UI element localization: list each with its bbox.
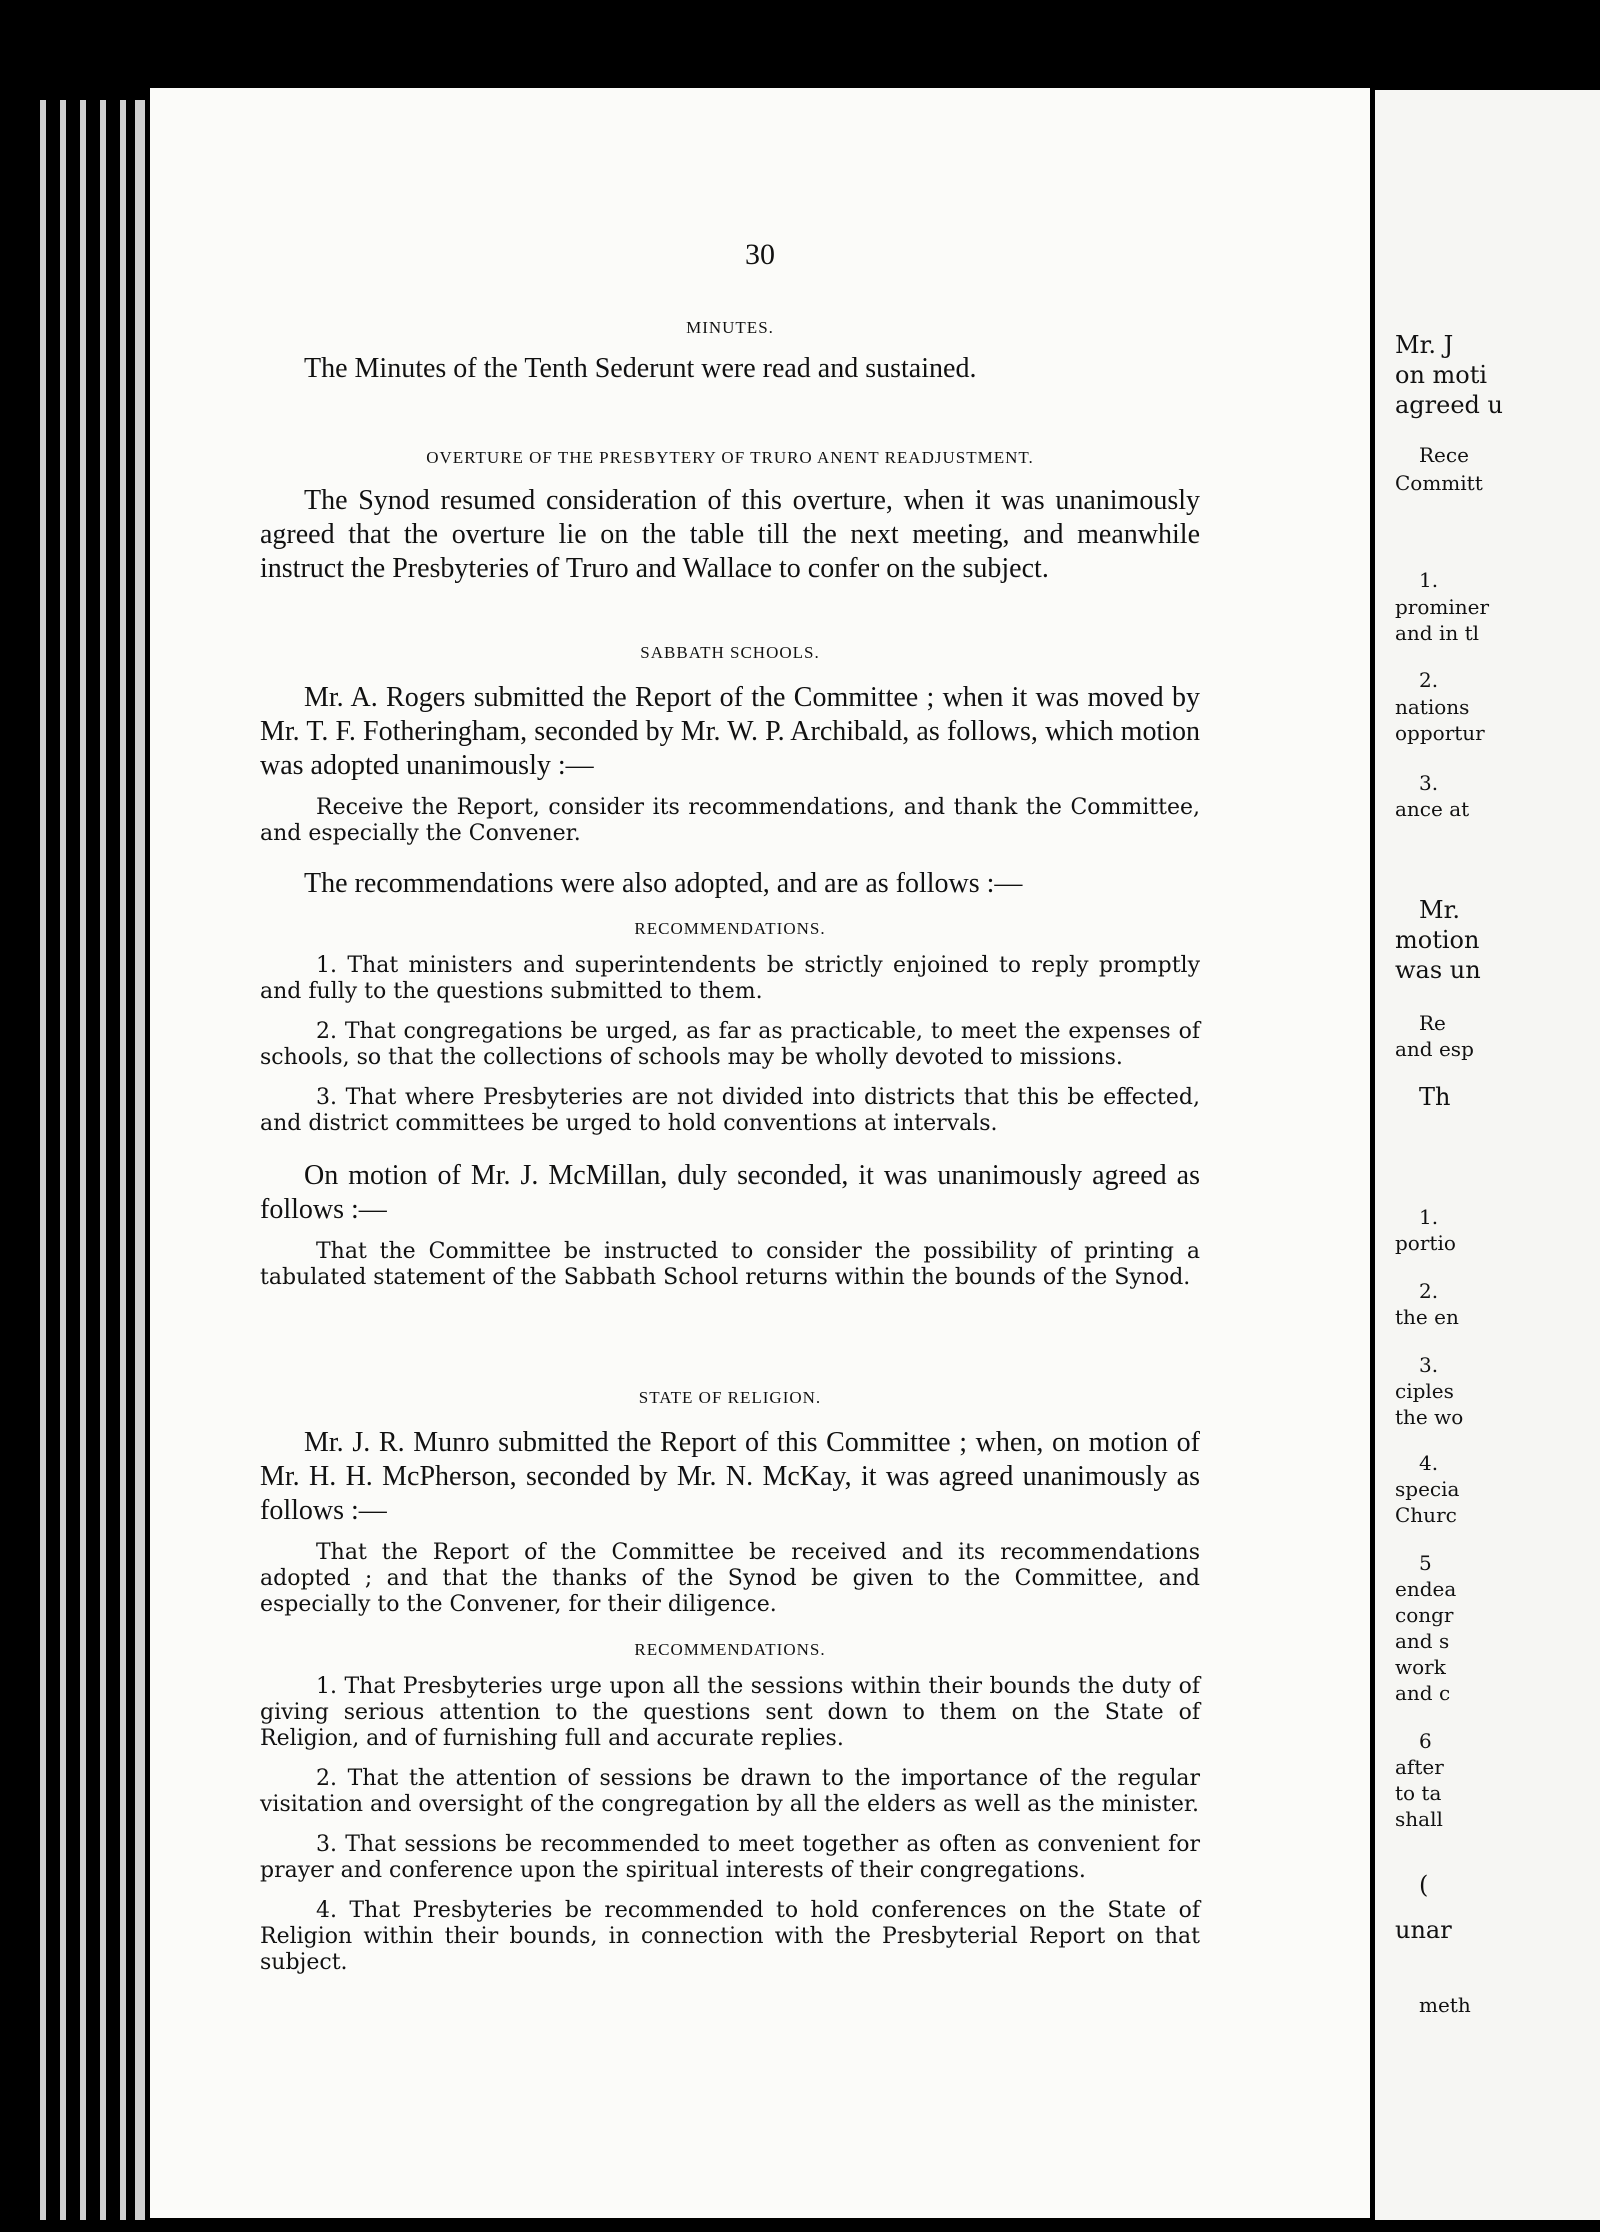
overture-text: The Synod resumed consideration of this overture, when it was unanimously agreed that the overture lie on the table till the next meeting, and meanwhile instruct the Presbyteries of Truro and Wallace to confer on the subject. xyxy=(260,485,1200,584)
right-page-text: 3. xyxy=(1419,771,1439,795)
right-page-text: agreed u xyxy=(1395,391,1503,419)
minutes-text: The Minutes of the Tenth Sederunt were read and sustained. xyxy=(304,353,977,384)
sabbath-recommendation: 2. That congregations be urged, as far as practicable, to meet the expenses of schools, so that the collections of schools may be wholly devoted to missions. xyxy=(260,1019,1200,1070)
right-page-text: unar xyxy=(1395,1916,1452,1944)
right-page-text: motion xyxy=(1395,926,1480,954)
page-edge xyxy=(60,100,66,2220)
page-edge xyxy=(40,100,46,2220)
state-of-religion-rec-heading: RECOMMENDATIONS. xyxy=(634,1640,826,1659)
right-page-text: 1. xyxy=(1419,568,1439,592)
right-page-text: specia xyxy=(1395,1477,1460,1501)
page-edge xyxy=(135,100,145,2220)
page-edge xyxy=(100,100,106,2220)
sabbath-schools-adopted: The recommendations were also adopted, and are as follows :— xyxy=(304,868,1023,899)
right-page-text: ciples xyxy=(1395,1379,1454,1403)
right-page-text: shall xyxy=(1395,1807,1443,1831)
right-page-text: opportur xyxy=(1395,721,1485,745)
right-page-text: endea xyxy=(1395,1577,1457,1601)
right-page-text: congr xyxy=(1395,1603,1454,1627)
right-page-text: the en xyxy=(1395,1305,1459,1329)
right-page-text: 5 xyxy=(1419,1551,1432,1575)
right-page-text: portio xyxy=(1395,1231,1456,1255)
mcmillan-motion-intro: On motion of Mr. J. McMillan, duly seconded, it was unanimously agreed as follows :— xyxy=(260,1160,1200,1225)
right-page-text: 2. xyxy=(1419,1279,1439,1303)
minutes-section xyxy=(260,318,1200,386)
mcmillan-motion: That the Committee be instructed to consider the possibility of printing a tabulated statement of the Sabbath School returns within the bounds of the Synod. xyxy=(260,1239,1200,1290)
right-page-text: Th xyxy=(1419,1083,1451,1111)
right-page-text: and in tl xyxy=(1395,621,1480,645)
overture-section xyxy=(260,448,1200,586)
page-number: 30 xyxy=(745,238,775,271)
right-page-text: and esp xyxy=(1395,1037,1474,1061)
book-binding xyxy=(0,0,150,2232)
sabbath-recommendation: 1. That ministers and superintendents be strictly enjoined to reply promptly and fully to the questions submitted to them. xyxy=(260,953,1200,1004)
state-of-religion-section xyxy=(260,1388,1200,1976)
right-page-text: meth xyxy=(1419,1993,1471,2017)
religion-recommendation: 3. That sessions be recommended to meet together as often as convenient for prayer and conference upon the spiritual interests of their congregations. xyxy=(260,1832,1200,1883)
sabbath-schools-rec-heading: RECOMMENDATIONS. xyxy=(634,919,826,938)
right-page-text: to ta xyxy=(1395,1781,1442,1805)
religion-recommendation: 4. That Presbyteries be recommended to hold conferences on the State of Religion within their bounds, in connection with the Presbyterial Report on that subject. xyxy=(260,1898,1200,1975)
right-page-text: Mr. xyxy=(1419,896,1461,924)
sabbath-recommendation: 3. That where Presbyteries are not divided into districts that this be effected, and district committees be urged to hold conventions at intervals. xyxy=(260,1085,1200,1136)
right-page-text: was un xyxy=(1395,956,1481,984)
page-edge xyxy=(120,100,126,2220)
overture-heading: OVERTURE OF THE PRESBYTERY OF TRURO ANENT READJUSTMENT. xyxy=(426,448,1034,467)
right-page-text: 6 xyxy=(1419,1729,1432,1753)
sabbath-schools-section xyxy=(260,643,1200,1291)
right-page-text: after xyxy=(1395,1755,1444,1779)
right-page-text: nations xyxy=(1395,695,1470,719)
right-page-text: and s xyxy=(1395,1629,1450,1653)
sabbath-schools-motion: Receive the Report, consider its recommendations, and thank the Committee, and especially the Convener. xyxy=(260,795,1200,846)
right-page-text: Committ xyxy=(1395,471,1483,495)
left-page xyxy=(150,88,1370,2218)
right-page-text: prominer xyxy=(1395,595,1490,619)
right-page-text: 1. xyxy=(1419,1205,1439,1229)
right-page-text: Mr. J xyxy=(1395,331,1454,359)
sabbath-schools-intro: Mr. A. Rogers submitted the Report of the Committee ; when it was moved by Mr. T. F. Fotheringham, seconded by Mr. W. P. Archibald, as follows, which motion was adopted unanimously :— xyxy=(260,682,1200,781)
right-page-text: work xyxy=(1395,1655,1446,1679)
right-page-fragment xyxy=(1375,90,1600,2220)
right-page-text: ance at xyxy=(1395,797,1470,821)
state-of-religion-motion: That the Report of the Committee be received and its recommendations adopted ; and that the thanks of the Synod be given to the Committee, and especially to the Convener, for their diligence. xyxy=(260,1540,1200,1617)
right-page-text: the wo xyxy=(1395,1405,1464,1429)
right-page-text: on moti xyxy=(1395,361,1488,389)
right-page-text: Re xyxy=(1419,1011,1446,1035)
right-page-text: 4. xyxy=(1419,1451,1439,1475)
state-of-religion-heading: STATE OF RELIGION. xyxy=(638,1388,822,1407)
right-page-text: 3. xyxy=(1419,1353,1439,1377)
religion-recommendation: 1. That Presbyteries urge upon all the sessions within their bounds the duty of giving serious attention to the questions sent down to them on the State of Religion, and of furnishing full and accurate replies. xyxy=(260,1674,1200,1751)
right-page-text: 2. xyxy=(1419,668,1439,692)
right-page-text: and c xyxy=(1395,1681,1451,1705)
sabbath-schools-heading: SABBATH SCHOOLS. xyxy=(640,643,820,662)
state-of-religion-intro: Mr. J. R. Munro submitted the Report of this Committee ; when, on motion of Mr. H. H. McPherson, seconded by Mr. N. McKay, it was agreed unanimously as follows :— xyxy=(260,1427,1200,1526)
religion-recommendation: 2. That the attention of sessions be drawn to the importance of the regular visitation and oversight of the congregation by all the elders as well as the minister. xyxy=(260,1766,1200,1817)
right-page-text: ( xyxy=(1419,1871,1429,1899)
right-page-text: Churc xyxy=(1395,1503,1457,1527)
minutes-heading: MINUTES. xyxy=(686,318,774,337)
right-page-text: Rece xyxy=(1419,443,1469,467)
page-edge xyxy=(80,100,86,2220)
